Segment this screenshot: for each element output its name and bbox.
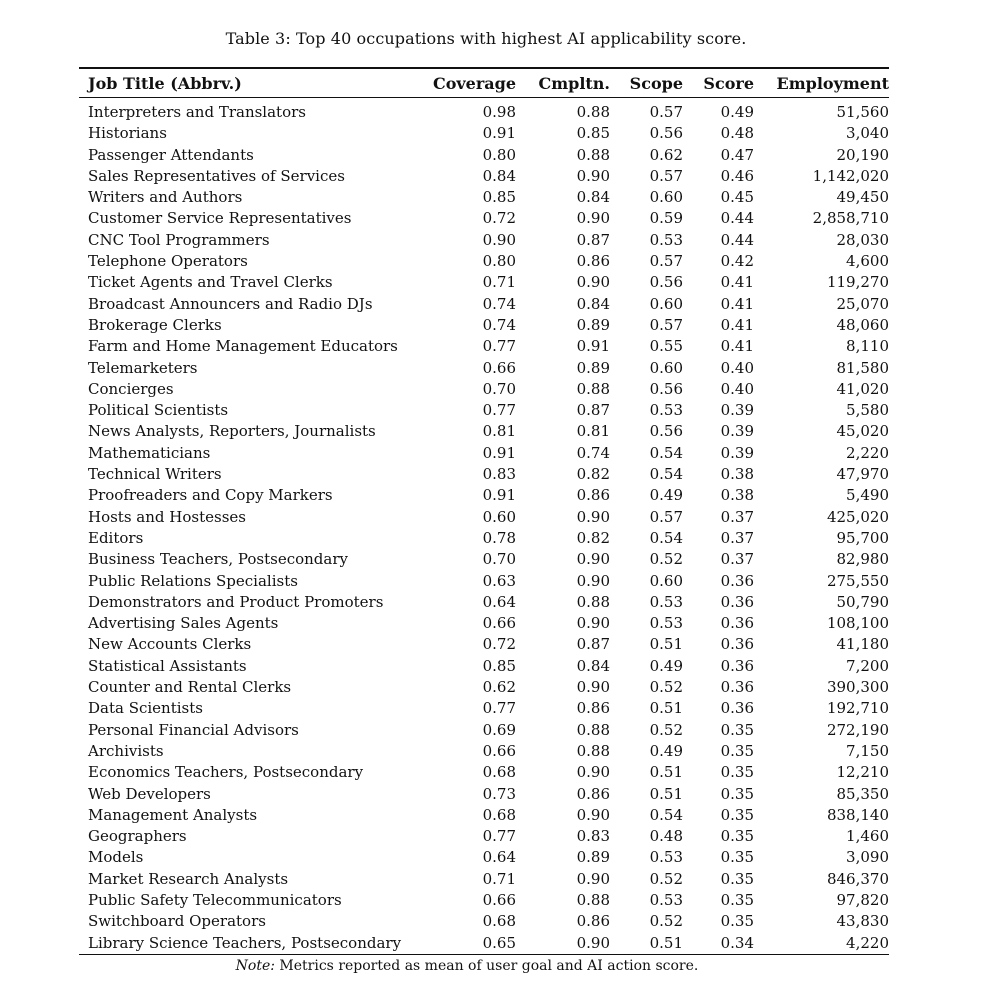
cell-completion: 0.90 bbox=[576, 763, 610, 782]
cell-job-title: Counter and Rental Clerks bbox=[88, 678, 292, 697]
cell-job-title: Geographers bbox=[88, 827, 187, 846]
cell-scope: 0.51 bbox=[649, 933, 683, 952]
cell-coverage: 0.68 bbox=[482, 805, 516, 824]
cell-scope: 0.53 bbox=[649, 401, 683, 420]
cell-job-title: Passenger Attendants bbox=[88, 145, 254, 164]
cell-score: 0.38 bbox=[720, 465, 754, 484]
cell-coverage: 0.65 bbox=[482, 933, 516, 952]
cell-scope: 0.52 bbox=[649, 550, 683, 569]
cell-employment: 12,210 bbox=[836, 763, 889, 782]
cell-score: 0.40 bbox=[720, 358, 754, 377]
cell-score: 0.35 bbox=[720, 827, 754, 846]
table-row bbox=[79, 933, 900, 954]
cell-employment: 2,858,710 bbox=[812, 209, 889, 228]
cell-scope: 0.54 bbox=[649, 528, 683, 547]
table-row bbox=[79, 571, 900, 592]
table-header bbox=[79, 69, 900, 97]
cell-employment: 1,460 bbox=[846, 827, 889, 846]
cell-score: 0.46 bbox=[720, 166, 754, 185]
cell-scope: 0.51 bbox=[649, 784, 683, 803]
cell-job-title: Writers and Authors bbox=[88, 188, 243, 207]
cell-employment: 4,220 bbox=[846, 933, 889, 952]
cell-employment: 119,270 bbox=[826, 273, 889, 292]
cell-completion: 0.87 bbox=[576, 401, 610, 420]
cell-job-title: Personal Financial Advisors bbox=[88, 720, 299, 739]
cell-scope: 0.60 bbox=[649, 571, 683, 590]
cell-score: 0.41 bbox=[720, 337, 754, 356]
table-row bbox=[79, 400, 900, 421]
cell-score: 0.36 bbox=[720, 635, 754, 654]
cell-score: 0.44 bbox=[720, 230, 754, 249]
cell-employment: 7,200 bbox=[846, 656, 889, 675]
table-row bbox=[79, 443, 900, 464]
table-row bbox=[79, 251, 900, 272]
cell-score: 0.36 bbox=[720, 656, 754, 675]
cell-completion: 0.88 bbox=[576, 592, 610, 611]
cell-completion: 0.86 bbox=[576, 912, 610, 931]
cell-scope: 0.62 bbox=[649, 145, 683, 164]
table-row bbox=[79, 98, 900, 123]
cell-employment: 43,830 bbox=[836, 912, 889, 931]
cell-job-title: Switchboard Operators bbox=[88, 912, 266, 931]
cell-scope: 0.52 bbox=[649, 678, 683, 697]
cell-job-title: Proofreaders and Copy Markers bbox=[88, 486, 333, 505]
cell-completion: 0.87 bbox=[576, 230, 610, 249]
table-row bbox=[79, 208, 900, 229]
cell-completion: 0.84 bbox=[576, 656, 610, 675]
cell-coverage: 0.91 bbox=[482, 486, 516, 505]
table-row bbox=[79, 230, 900, 251]
cell-coverage: 0.62 bbox=[482, 678, 516, 697]
cell-completion: 0.86 bbox=[576, 252, 610, 271]
cell-job-title: New Accounts Clerks bbox=[88, 635, 252, 654]
cell-job-title: Hosts and Hostesses bbox=[88, 507, 246, 526]
table-row bbox=[79, 315, 900, 336]
header-row bbox=[79, 69, 900, 97]
cell-coverage: 0.81 bbox=[482, 422, 516, 441]
cell-employment: 108,100 bbox=[826, 614, 889, 633]
cell-job-title: News Analysts, Reporters, Journalists bbox=[88, 422, 376, 441]
cell-completion: 0.86 bbox=[576, 486, 610, 505]
cell-coverage: 0.70 bbox=[482, 550, 516, 569]
cell-coverage: 0.72 bbox=[482, 635, 516, 654]
cell-scope: 0.52 bbox=[649, 720, 683, 739]
cell-coverage: 0.74 bbox=[482, 315, 516, 334]
cell-job-title: Library Science Teachers, Postsecondary bbox=[88, 933, 402, 952]
cell-coverage: 0.71 bbox=[482, 869, 516, 888]
table-caption: Table 3: Top 40 occupations with highest AI applicability score. bbox=[225, 29, 747, 48]
cell-employment: 5,580 bbox=[846, 401, 889, 420]
cell-coverage: 0.85 bbox=[482, 656, 516, 675]
cell-score: 0.35 bbox=[720, 869, 754, 888]
table-row bbox=[79, 358, 900, 379]
cell-job-title: Data Scientists bbox=[88, 699, 203, 718]
cell-completion: 0.88 bbox=[576, 741, 610, 760]
cell-completion: 0.90 bbox=[576, 869, 610, 888]
cell-coverage: 0.72 bbox=[482, 209, 516, 228]
cell-score: 0.40 bbox=[720, 379, 754, 398]
table-row bbox=[79, 294, 900, 315]
cell-completion: 0.90 bbox=[576, 550, 610, 569]
cell-employment: 97,820 bbox=[836, 890, 889, 909]
cell-coverage: 0.83 bbox=[482, 465, 516, 484]
cell-job-title: Mathematicians bbox=[88, 443, 211, 462]
data-table bbox=[79, 69, 900, 97]
cell-employment: 846,370 bbox=[826, 869, 889, 888]
cell-score: 0.41 bbox=[720, 315, 754, 334]
cell-coverage: 0.70 bbox=[482, 379, 516, 398]
table-row bbox=[79, 805, 900, 826]
cell-score: 0.35 bbox=[720, 763, 754, 782]
table-row bbox=[79, 741, 900, 762]
cell-job-title: Statistical Assistants bbox=[88, 656, 247, 675]
cell-employment: 838,140 bbox=[826, 805, 889, 824]
cell-coverage: 0.90 bbox=[482, 230, 516, 249]
table-row bbox=[79, 485, 900, 506]
cell-coverage: 0.64 bbox=[482, 592, 516, 611]
table-row bbox=[79, 869, 900, 890]
table-row bbox=[79, 677, 900, 698]
cell-scope: 0.48 bbox=[649, 827, 683, 846]
cell-scope: 0.53 bbox=[649, 890, 683, 909]
cell-completion: 0.82 bbox=[576, 528, 610, 547]
cell-score: 0.39 bbox=[720, 401, 754, 420]
cell-coverage: 0.80 bbox=[482, 252, 516, 271]
cell-employment: 275,550 bbox=[826, 571, 889, 590]
cell-score: 0.36 bbox=[720, 571, 754, 590]
cell-scope: 0.57 bbox=[649, 103, 683, 121]
cell-scope: 0.53 bbox=[649, 614, 683, 633]
cell-score: 0.38 bbox=[720, 486, 754, 505]
cell-scope: 0.53 bbox=[649, 592, 683, 611]
cell-coverage: 0.91 bbox=[482, 124, 516, 143]
cell-score: 0.36 bbox=[720, 592, 754, 611]
cell-coverage: 0.77 bbox=[482, 827, 516, 846]
cell-score: 0.35 bbox=[720, 720, 754, 739]
cell-coverage: 0.68 bbox=[482, 912, 516, 931]
cell-score: 0.37 bbox=[720, 550, 754, 569]
cell-employment: 7,150 bbox=[846, 741, 889, 760]
cell-job-title: Advertising Sales Agents bbox=[88, 614, 279, 633]
cell-employment: 4,600 bbox=[846, 252, 889, 271]
cell-coverage: 0.60 bbox=[482, 507, 516, 526]
table-row bbox=[79, 528, 900, 549]
table-row bbox=[79, 890, 900, 911]
table-row bbox=[79, 166, 900, 187]
cell-job-title: Public Relations Specialists bbox=[88, 571, 298, 590]
cell-score: 0.35 bbox=[720, 741, 754, 760]
cell-score: 0.35 bbox=[720, 848, 754, 867]
cell-job-title: Technical Writers bbox=[88, 465, 222, 484]
cell-completion: 0.88 bbox=[576, 145, 610, 164]
cell-scope: 0.52 bbox=[649, 869, 683, 888]
cell-employment: 425,020 bbox=[826, 507, 889, 526]
cell-coverage: 0.68 bbox=[482, 763, 516, 782]
cell-scope: 0.51 bbox=[649, 763, 683, 782]
cell-coverage: 0.63 bbox=[482, 571, 516, 590]
cell-completion: 0.89 bbox=[576, 358, 610, 377]
cell-job-title: Web Developers bbox=[88, 784, 211, 803]
cell-employment: 5,490 bbox=[846, 486, 889, 505]
cell-employment: 95,700 bbox=[836, 528, 889, 547]
table-row bbox=[79, 379, 900, 400]
cell-job-title: Economics Teachers, Postsecondary bbox=[88, 763, 364, 782]
cell-completion: 0.89 bbox=[576, 848, 610, 867]
table-row bbox=[79, 464, 900, 485]
header-employment: Employment bbox=[776, 73, 889, 93]
table-row bbox=[79, 592, 900, 613]
note-text: Metrics reported as mean of user goal and AI action score. bbox=[279, 957, 699, 974]
cell-coverage: 0.66 bbox=[482, 358, 516, 377]
cell-job-title: Business Teachers, Postsecondary bbox=[88, 550, 348, 569]
cell-completion: 0.90 bbox=[576, 273, 610, 292]
cell-coverage: 0.91 bbox=[482, 443, 516, 462]
cell-score: 0.35 bbox=[720, 912, 754, 931]
cell-job-title: Editors bbox=[88, 528, 144, 547]
cell-employment: 28,030 bbox=[836, 230, 889, 249]
cell-score: 0.45 bbox=[720, 188, 754, 207]
cell-employment: 8,110 bbox=[846, 337, 889, 356]
cell-coverage: 0.85 bbox=[482, 188, 516, 207]
cell-employment: 51,560 bbox=[836, 103, 889, 121]
cell-employment: 2,220 bbox=[846, 443, 889, 462]
table-row bbox=[79, 784, 900, 805]
cell-employment: 20,190 bbox=[836, 145, 889, 164]
table-row bbox=[79, 272, 900, 293]
cell-scope: 0.55 bbox=[649, 337, 683, 356]
cell-score: 0.39 bbox=[720, 443, 754, 462]
table-row bbox=[79, 421, 900, 442]
occupations-table bbox=[79, 67, 889, 974]
cell-completion: 0.85 bbox=[576, 124, 610, 143]
cell-scope: 0.57 bbox=[649, 166, 683, 185]
cell-employment: 48,060 bbox=[836, 315, 889, 334]
cell-coverage: 0.84 bbox=[482, 166, 516, 185]
cell-completion: 0.90 bbox=[576, 614, 610, 633]
cell-scope: 0.53 bbox=[649, 230, 683, 249]
cell-score: 0.36 bbox=[720, 614, 754, 633]
header-completion: Cmpltn. bbox=[538, 73, 610, 93]
table-row bbox=[79, 145, 900, 166]
cell-coverage: 0.80 bbox=[482, 145, 516, 164]
table-row bbox=[79, 613, 900, 634]
cell-score: 0.41 bbox=[720, 294, 754, 313]
cell-job-title: Public Safety Telecommunicators bbox=[88, 890, 342, 909]
cell-score: 0.37 bbox=[720, 507, 754, 526]
cell-employment: 50,790 bbox=[836, 592, 889, 611]
cell-completion: 0.88 bbox=[576, 103, 610, 121]
cell-completion: 0.74 bbox=[576, 443, 610, 462]
cell-completion: 0.86 bbox=[576, 784, 610, 803]
cell-completion: 0.88 bbox=[576, 720, 610, 739]
cell-coverage: 0.69 bbox=[482, 720, 516, 739]
cell-job-title: Telemarketers bbox=[88, 358, 198, 377]
cell-job-title: Historians bbox=[88, 124, 167, 143]
cell-score: 0.37 bbox=[720, 528, 754, 547]
cell-employment: 49,450 bbox=[836, 188, 889, 207]
cell-job-title: Broadcast Announcers and Radio DJs bbox=[88, 294, 373, 313]
cell-score: 0.42 bbox=[720, 252, 754, 271]
cell-score: 0.36 bbox=[720, 699, 754, 718]
cell-completion: 0.88 bbox=[576, 379, 610, 398]
cell-job-title: Telephone Operators bbox=[88, 252, 248, 271]
cell-scope: 0.49 bbox=[649, 656, 683, 675]
cell-completion: 0.90 bbox=[576, 805, 610, 824]
cell-scope: 0.56 bbox=[649, 422, 683, 441]
cell-coverage: 0.66 bbox=[482, 614, 516, 633]
cell-completion: 0.83 bbox=[576, 827, 610, 846]
cell-scope: 0.49 bbox=[649, 486, 683, 505]
table-row bbox=[79, 698, 900, 719]
cell-job-title: Archivists bbox=[88, 741, 164, 760]
cell-score: 0.35 bbox=[720, 805, 754, 824]
table-row bbox=[79, 187, 900, 208]
cell-employment: 41,020 bbox=[836, 379, 889, 398]
cell-completion: 0.90 bbox=[576, 209, 610, 228]
cell-coverage: 0.77 bbox=[482, 699, 516, 718]
cell-employment: 82,980 bbox=[836, 550, 889, 569]
cell-job-title: Political Scientists bbox=[88, 401, 229, 420]
cell-scope: 0.56 bbox=[649, 124, 683, 143]
table-row bbox=[79, 336, 900, 357]
cell-job-title: Interpreters and Translators bbox=[88, 103, 306, 121]
table-body bbox=[79, 98, 900, 954]
cell-coverage: 0.66 bbox=[482, 890, 516, 909]
bottom-rule bbox=[79, 954, 889, 955]
cell-score: 0.41 bbox=[720, 273, 754, 292]
cell-completion: 0.82 bbox=[576, 465, 610, 484]
table-row bbox=[79, 762, 900, 783]
header-coverage: Coverage bbox=[432, 73, 516, 93]
cell-job-title: Concierges bbox=[88, 379, 174, 398]
cell-employment: 85,350 bbox=[836, 784, 889, 803]
cell-scope: 0.57 bbox=[649, 315, 683, 334]
cell-score: 0.44 bbox=[720, 209, 754, 228]
cell-completion: 0.90 bbox=[576, 933, 610, 952]
cell-scope: 0.57 bbox=[649, 252, 683, 271]
cell-employment: 3,040 bbox=[846, 124, 889, 143]
cell-scope: 0.51 bbox=[649, 635, 683, 654]
cell-job-title: Ticket Agents and Travel Clerks bbox=[88, 273, 333, 292]
cell-score: 0.49 bbox=[720, 103, 754, 121]
cell-score: 0.48 bbox=[720, 124, 754, 143]
cell-coverage: 0.64 bbox=[482, 848, 516, 867]
cell-job-title: CNC Tool Programmers bbox=[88, 230, 270, 249]
cell-job-title: Demonstrators and Product Promoters bbox=[88, 592, 384, 611]
table-row bbox=[79, 656, 900, 677]
header-score: Score bbox=[703, 73, 754, 93]
cell-scope: 0.54 bbox=[649, 465, 683, 484]
cell-scope: 0.59 bbox=[649, 209, 683, 228]
cell-job-title: Market Research Analysts bbox=[88, 869, 289, 888]
cell-job-title: Sales Representatives of Services bbox=[88, 166, 345, 185]
table-row bbox=[79, 549, 900, 570]
table-note bbox=[79, 958, 889, 974]
cell-completion: 0.87 bbox=[576, 635, 610, 654]
cell-coverage: 0.74 bbox=[482, 294, 516, 313]
cell-job-title: Management Analysts bbox=[88, 805, 258, 824]
cell-employment: 25,070 bbox=[836, 294, 889, 313]
table-row bbox=[79, 507, 900, 528]
cell-coverage: 0.71 bbox=[482, 273, 516, 292]
header-scope: Scope bbox=[629, 73, 683, 93]
table-row bbox=[79, 720, 900, 741]
cell-completion: 0.88 bbox=[576, 890, 610, 909]
cell-scope: 0.56 bbox=[649, 273, 683, 292]
cell-score: 0.36 bbox=[720, 678, 754, 697]
cell-completion: 0.81 bbox=[576, 422, 610, 441]
cell-employment: 1,142,020 bbox=[812, 166, 889, 185]
cell-coverage: 0.73 bbox=[482, 784, 516, 803]
table-row bbox=[79, 123, 900, 144]
cell-scope: 0.60 bbox=[649, 294, 683, 313]
header-job-title: Job Title (Abbrv.) bbox=[88, 73, 242, 93]
cell-score: 0.47 bbox=[720, 145, 754, 164]
cell-scope: 0.54 bbox=[649, 805, 683, 824]
cell-completion: 0.90 bbox=[576, 678, 610, 697]
cell-completion: 0.91 bbox=[576, 337, 610, 356]
cell-employment: 390,300 bbox=[826, 678, 889, 697]
cell-coverage: 0.78 bbox=[482, 528, 516, 547]
cell-job-title: Brokerage Clerks bbox=[88, 315, 222, 334]
cell-coverage: 0.66 bbox=[482, 741, 516, 760]
cell-employment: 272,190 bbox=[826, 720, 889, 739]
cell-job-title: Customer Service Representatives bbox=[88, 209, 352, 228]
cell-scope: 0.56 bbox=[649, 379, 683, 398]
cell-employment: 3,090 bbox=[846, 848, 889, 867]
cell-score: 0.35 bbox=[720, 784, 754, 803]
cell-score: 0.35 bbox=[720, 890, 754, 909]
cell-completion: 0.90 bbox=[576, 571, 610, 590]
cell-scope: 0.52 bbox=[649, 912, 683, 931]
cell-scope: 0.49 bbox=[649, 741, 683, 760]
cell-scope: 0.60 bbox=[649, 358, 683, 377]
cell-employment: 192,710 bbox=[826, 699, 889, 718]
cell-score: 0.39 bbox=[720, 422, 754, 441]
cell-job-title: Models bbox=[88, 848, 144, 867]
cell-completion: 0.89 bbox=[576, 315, 610, 334]
cell-scope: 0.53 bbox=[649, 848, 683, 867]
cell-job-title: Farm and Home Management Educators bbox=[88, 337, 398, 356]
cell-completion: 0.90 bbox=[576, 507, 610, 526]
cell-employment: 47,970 bbox=[836, 465, 889, 484]
table-row bbox=[79, 911, 900, 932]
cell-completion: 0.84 bbox=[576, 294, 610, 313]
cell-completion: 0.90 bbox=[576, 166, 610, 185]
table-row bbox=[79, 826, 900, 847]
data-table-body bbox=[79, 98, 900, 954]
cell-employment: 45,020 bbox=[836, 422, 889, 441]
cell-coverage: 0.98 bbox=[482, 103, 516, 121]
cell-scope: 0.54 bbox=[649, 443, 683, 462]
table-row bbox=[79, 847, 900, 868]
cell-employment: 41,180 bbox=[836, 635, 889, 654]
cell-scope: 0.60 bbox=[649, 188, 683, 207]
cell-completion: 0.86 bbox=[576, 699, 610, 718]
cell-scope: 0.51 bbox=[649, 699, 683, 718]
cell-completion: 0.84 bbox=[576, 188, 610, 207]
note-label: Note: bbox=[235, 957, 275, 974]
cell-score: 0.34 bbox=[720, 933, 754, 952]
cell-scope: 0.57 bbox=[649, 507, 683, 526]
table-row bbox=[79, 634, 900, 655]
cell-coverage: 0.77 bbox=[482, 401, 516, 420]
cell-employment: 81,580 bbox=[836, 358, 889, 377]
cell-coverage: 0.77 bbox=[482, 337, 516, 356]
